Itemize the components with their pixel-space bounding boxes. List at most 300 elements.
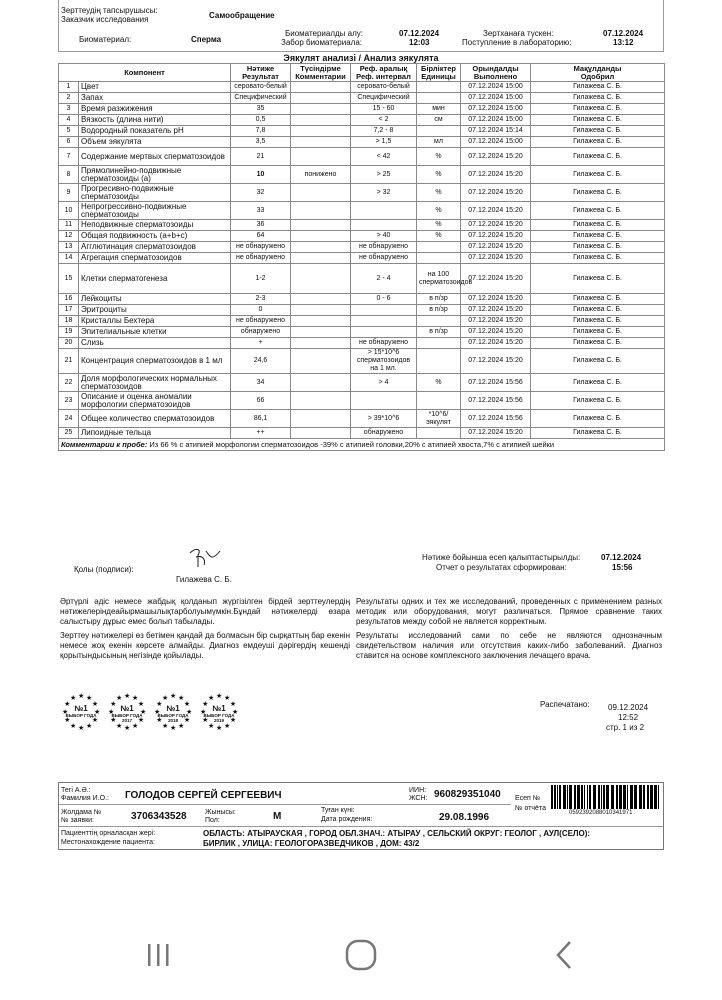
- star-icon: ★: [178, 695, 185, 703]
- row-component: Неподвижные сперматозоиды: [79, 220, 231, 231]
- row-component: Непрогрессивно-подвижные сперматозоиды: [79, 202, 231, 220]
- table-row: [59, 316, 665, 327]
- row-comment: [291, 294, 351, 305]
- row-component: Эритроциты: [79, 305, 231, 316]
- row-result: 10: [231, 166, 291, 184]
- row-component: Слизь: [79, 338, 231, 349]
- row-ref: 7,2 - 8: [351, 126, 417, 137]
- row-approved-by: Гилажева С. Б.: [531, 166, 665, 184]
- row-result: Специфический: [231, 93, 291, 104]
- row-approved-by: Гилажева С. Б.: [531, 349, 665, 374]
- table-row: [59, 166, 665, 184]
- row-component: Объем эякулята: [79, 137, 231, 148]
- star-icon: ★: [229, 701, 237, 708]
- table-row: [59, 294, 665, 305]
- star-icon: ★: [137, 701, 145, 708]
- table-row: [59, 253, 665, 264]
- row-comment: [291, 82, 351, 93]
- row-component: Водородный показатель pH: [79, 126, 231, 137]
- row-component: Агрегация сперматозоидов: [79, 253, 231, 264]
- signature-name: Гилажева С. Б.: [176, 575, 232, 584]
- collection-time: 12:03: [409, 38, 430, 47]
- row-number: 14: [59, 253, 79, 264]
- address-line-1: ОБЛАСТЬ: АТЫРАУСКАЯ , ГОРОД ОБЛ.ЗНАЧ.: АТЫРАУ , СЕЛЬСКИЙ ОКРУГ: ГЕОЛОГ , АУЛ(СЕЛО):: [203, 829, 591, 838]
- row-result: +: [231, 338, 291, 349]
- row-done: 07.12.2024 15:20: [461, 202, 531, 220]
- row-unit: [417, 253, 461, 264]
- row-approved-by: Гилажева С. Б.: [531, 294, 665, 305]
- customer-value: Самообращение: [209, 11, 275, 20]
- row-comment: [291, 327, 351, 338]
- back-icon[interactable]: [550, 938, 580, 972]
- row-number: 6: [59, 137, 79, 148]
- row-comment: [291, 137, 351, 148]
- star-icon: ★: [202, 717, 209, 724]
- col-component: Компонент: [59, 64, 231, 82]
- row-result: 33: [231, 202, 291, 220]
- row-comment: [291, 349, 351, 374]
- star-icon: ★: [116, 695, 123, 703]
- row-approved-by: Гилажева С. Б.: [531, 374, 665, 392]
- badge-number: №1: [166, 704, 180, 713]
- sex-label-ru: Пол:: [205, 817, 220, 824]
- row-ref: > 32: [351, 184, 417, 202]
- row-comment: [291, 220, 351, 231]
- row-result: 66: [231, 392, 291, 410]
- star-icon: ★: [178, 722, 185, 730]
- star-icon: ★: [64, 701, 71, 708]
- star-icon: ★: [110, 701, 117, 708]
- star-icon: ★: [170, 693, 177, 700]
- star-icon: ★: [208, 695, 215, 703]
- iin-label-ru: ЖСН:: [409, 795, 428, 802]
- col-done: Орындалды Выполнено: [461, 64, 531, 82]
- badge-number: №1: [120, 704, 134, 713]
- row-ref: < 42: [351, 148, 417, 166]
- row-number: 21: [59, 349, 79, 374]
- row-done: 07.12.2024 15:56: [461, 392, 531, 410]
- row-unit: [417, 392, 461, 410]
- row-ref: обнаружено: [351, 428, 417, 439]
- star-icon: ★: [229, 717, 237, 724]
- row-number: 17: [59, 305, 79, 316]
- row-done: 07.12.2024 15:00: [461, 93, 531, 104]
- arrival-label-ru: Поступление в лабораторию:: [462, 38, 572, 47]
- row-done: 07.12.2024 15:00: [461, 115, 531, 126]
- row-comment: [291, 184, 351, 202]
- row-component: Агглютинация сперматозоидов: [79, 242, 231, 253]
- star-icon: ★: [91, 701, 99, 708]
- row-number: 5: [59, 126, 79, 137]
- home-icon[interactable]: [344, 938, 378, 972]
- row-done: 07.12.2024 15:00: [461, 82, 531, 93]
- row-number: 25: [59, 428, 79, 439]
- barcode-number: 0592392088010341971: [569, 810, 633, 816]
- order-label-kz: Жолдама №: [61, 809, 102, 816]
- star-icon: ★: [162, 722, 169, 730]
- collection-label-ru: Забор биоматериала:: [281, 38, 362, 47]
- table-header-row: [59, 64, 665, 82]
- table-row: [59, 264, 665, 294]
- arrival-date: 07.12.2024: [603, 29, 644, 38]
- badge-text: ВЫБОР ГОДА 2017: [111, 713, 143, 723]
- comment-label: Комментарии к пробе:: [61, 439, 148, 449]
- row-number: 11: [59, 220, 79, 231]
- row-done: 07.12.2024 15:20: [461, 242, 531, 253]
- award-badge: [154, 693, 192, 731]
- row-comment: [291, 231, 351, 242]
- collection-label-kz: Биоматериалды алу:: [285, 29, 363, 38]
- table-title: Эякулят анализі / Анализ эякулята: [283, 53, 439, 63]
- badge-number: №1: [74, 704, 88, 713]
- row-component: Лейкоциты: [79, 294, 231, 305]
- row-component: Концентрация сперматозоидов в 1 мл: [79, 349, 231, 374]
- badge-text: ВЫБОР ГОДА: [65, 713, 97, 718]
- biomaterial-label: Биоматериал:: [79, 35, 132, 44]
- row-approved-by: Гилажева С. Б.: [531, 338, 665, 349]
- disclaimer-kz-1: Әртүрлі әдіс немесе жабдық қолданып жүргізілген бірдей зерттеулердің нәтижелеріндеайырмашылықтарболуымүмкін.Бұндай нәтижелерді өзара салыстыру дұрыс емес болып табылады.: [60, 597, 350, 626]
- badge-number: №1: [212, 704, 226, 713]
- row-approved-by: Гилажева С. Б.: [531, 184, 665, 202]
- row-approved-by: Гилажева С. Б.: [531, 242, 665, 253]
- row-unit: %: [417, 231, 461, 242]
- row-number: 3: [59, 104, 79, 115]
- row-component: Доля морфологических нормальных сперматозоидов: [79, 374, 231, 392]
- iin-label-kz: ИИН:: [409, 787, 427, 794]
- star-icon: ★: [124, 693, 131, 700]
- star-icon: ★: [78, 693, 85, 700]
- row-unit: [417, 82, 461, 93]
- row-ref: [351, 202, 417, 220]
- row-component: Общая подвижность (a+b+c): [79, 231, 231, 242]
- row-result: 7,8: [231, 126, 291, 137]
- row-unit: %: [417, 202, 461, 220]
- row-ref: [351, 220, 417, 231]
- row-ref: > 4: [351, 374, 417, 392]
- row-ref: > 40: [351, 231, 417, 242]
- row-result: обнаружено: [231, 327, 291, 338]
- col-approved: Мақұлданды Одобрил: [531, 64, 665, 82]
- row-comment: [291, 104, 351, 115]
- report-label-ru: № отчёта: [515, 805, 546, 812]
- star-icon: ★: [70, 695, 77, 703]
- row-unit: *10^6/эякулят: [417, 410, 461, 428]
- row-approved-by: Гилажева С. Б.: [531, 428, 665, 439]
- star-icon: ★: [78, 725, 85, 732]
- row-unit: [417, 242, 461, 253]
- badge-text: ВЫБОР ГОДА 2018: [157, 713, 189, 723]
- table-row: [59, 115, 665, 126]
- row-comment: понижено: [291, 166, 351, 184]
- row-done: 07.12.2024 15:14: [461, 126, 531, 137]
- row-done: 07.12.2024 15:20: [461, 253, 531, 264]
- address-label-ru: Местонахождение пациента:: [61, 839, 155, 846]
- star-icon: ★: [200, 709, 207, 716]
- row-component: Клетки сперматогенеза: [79, 264, 231, 294]
- report-label-kz: Есеп №: [515, 795, 541, 802]
- row-approved-by: Гилажева С. Б.: [531, 264, 665, 294]
- table-row: [59, 231, 665, 242]
- formed-label-ru: Отчет о результатах сформирован:: [436, 563, 567, 572]
- row-unit: мин: [417, 104, 461, 115]
- row-component: Липоидные тельца: [79, 428, 231, 439]
- row-component: Содержание мертвых сперматозоидов: [79, 148, 231, 166]
- row-approved-by: Гилажева С. Б.: [531, 93, 665, 104]
- row-approved-by: Гилажева С. Б.: [531, 253, 665, 264]
- row-ref: Специфический: [351, 93, 417, 104]
- row-comment: [291, 115, 351, 126]
- row-number: 13: [59, 242, 79, 253]
- row-done: 07.12.2024 15:20: [461, 428, 531, 439]
- row-done: 07.12.2024 15:20: [461, 220, 531, 231]
- row-component: Общее количество сперматозоидов: [79, 410, 231, 428]
- table-row: [59, 82, 665, 93]
- star-icon: ★: [232, 709, 239, 716]
- table-row: [59, 220, 665, 231]
- row-number: 18: [59, 316, 79, 327]
- row-approved-by: Гилажева С. Б.: [531, 82, 665, 93]
- table-row: [59, 410, 665, 428]
- col-result: Нәтиже Результат: [231, 64, 291, 82]
- table-row: [59, 349, 665, 374]
- barcode: [551, 785, 661, 809]
- row-component: Кристаллы Бехтера: [79, 316, 231, 327]
- row-ref: 2 - 4: [351, 264, 417, 294]
- row-number: 24: [59, 410, 79, 428]
- star-icon: ★: [137, 717, 145, 724]
- row-number: 8: [59, 166, 79, 184]
- star-icon: ★: [86, 695, 93, 703]
- row-comment: [291, 428, 351, 439]
- row-unit: [417, 93, 461, 104]
- row-comment: [291, 253, 351, 264]
- row-comment: [291, 392, 351, 410]
- row-done: 07.12.2024 15:00: [461, 104, 531, 115]
- row-done: 07.12.2024 15:56: [461, 410, 531, 428]
- star-icon: ★: [216, 725, 223, 732]
- col-ref: Реф. аралық Реф. интервал: [351, 64, 417, 82]
- recent-apps-icon[interactable]: [144, 940, 174, 970]
- star-icon: ★: [224, 722, 231, 730]
- row-ref: [351, 305, 417, 316]
- row-number: 15: [59, 264, 79, 294]
- row-done: 07.12.2024 15:20: [461, 184, 531, 202]
- report-header: [58, 0, 664, 52]
- row-unit: [417, 338, 461, 349]
- row-approved-by: Гилажева С. Б.: [531, 202, 665, 220]
- row-component: Вязкость (длина нити): [79, 115, 231, 126]
- row-result: 21: [231, 148, 291, 166]
- disclaimer-ru-2: Результаты исследований сами по себе не являются однозначным свидетельством наличия или отсутствия каких-либо заболеваний. Диагноз ставится на основе комплексного заключения лечащего врача.: [356, 631, 662, 660]
- printed-time: 12:52: [618, 713, 639, 722]
- table-row: [59, 327, 665, 338]
- row-ref: > 39*10^6: [351, 410, 417, 428]
- row-unit: [417, 349, 461, 374]
- row-unit: [417, 428, 461, 439]
- star-icon: ★: [202, 701, 209, 708]
- row-ref: > 1,5: [351, 137, 417, 148]
- row-approved-by: Гилажева С. Б.: [531, 126, 665, 137]
- row-result: 24,6: [231, 349, 291, 374]
- row-number: 9: [59, 184, 79, 202]
- table-row: [59, 148, 665, 166]
- table-row: [59, 428, 665, 439]
- row-comment: [291, 148, 351, 166]
- star-icon: ★: [154, 709, 161, 716]
- row-done: 07.12.2024 15:56: [461, 374, 531, 392]
- star-icon: ★: [156, 701, 163, 708]
- row-component: Запах: [79, 93, 231, 104]
- system-navigation-bar: [0, 930, 722, 982]
- row-number: 1: [59, 82, 79, 93]
- row-comment: [291, 264, 351, 294]
- row-done: 07.12.2024 15:20: [461, 294, 531, 305]
- star-icon: ★: [183, 701, 191, 708]
- patient-sex: М: [273, 811, 282, 822]
- table-row: [59, 338, 665, 349]
- row-result: 2-3: [231, 294, 291, 305]
- row-unit: [417, 316, 461, 327]
- row-component: Прогресивно-подвижные сперматозоиды: [79, 184, 231, 202]
- comment-row: [59, 439, 665, 451]
- row-ref: серовато-белый: [351, 82, 417, 93]
- row-result: 34: [231, 374, 291, 392]
- row-approved-by: Гилажева С. Б.: [531, 316, 665, 327]
- row-done: 07.12.2024 15:20: [461, 166, 531, 184]
- birth-label-ru: Дата рождения:: [321, 816, 373, 823]
- star-icon: ★: [70, 722, 77, 730]
- row-component: Цвет: [79, 82, 231, 93]
- star-icon: ★: [216, 693, 223, 700]
- row-unit: %: [417, 148, 461, 166]
- star-icon: ★: [64, 717, 71, 724]
- row-result: 32: [231, 184, 291, 202]
- col-comment: Түсіндірме Комментарии: [291, 64, 351, 82]
- row-component: Прямолинейно-подвижные сперматозоиды (a): [79, 166, 231, 184]
- star-icon: ★: [156, 717, 163, 724]
- row-number: 2: [59, 93, 79, 104]
- row-result: не обнаружено: [231, 316, 291, 327]
- star-icon: ★: [132, 695, 139, 703]
- row-comment: [291, 202, 351, 220]
- badge-text: ВЫБОР ГОДА 2019: [203, 713, 235, 723]
- row-approved-by: Гилажева С. Б.: [531, 115, 665, 126]
- table-row: [59, 374, 665, 392]
- row-ref: [351, 392, 417, 410]
- address-line-2: БИРЛИК , УЛИЦА: ГЕОЛОГОРАЗВЕДЧИКОВ , ДОМ: 43/2: [203, 839, 420, 848]
- row-approved-by: Гилажева С. Б.: [531, 137, 665, 148]
- arrival-time: 13:12: [613, 38, 634, 47]
- row-ref: не обнаружено: [351, 338, 417, 349]
- comment-text: Из 66 % с атипией морфологии сперматозоидов -39% с атипией головки,20% с атипией хвоста,7% с атипией шейки: [149, 439, 555, 449]
- row-unit: в п/зр: [417, 294, 461, 305]
- row-ref: > 25: [351, 166, 417, 184]
- row-comment: [291, 374, 351, 392]
- row-number: 7: [59, 148, 79, 166]
- row-unit: %: [417, 166, 461, 184]
- name-label-kz: Тегі А.Ә.:: [61, 787, 91, 794]
- patient-iin: 960829351040: [434, 789, 501, 800]
- row-number: 16: [59, 294, 79, 305]
- row-result: 3,5: [231, 137, 291, 148]
- row-done: 07.12.2024 15:20: [461, 349, 531, 374]
- row-result: серовато-белый: [231, 82, 291, 93]
- page-number: стр. 1 из 2: [606, 723, 645, 732]
- award-badge: [200, 693, 238, 731]
- row-number: 4: [59, 115, 79, 126]
- row-done: 07.12.2024 15:20: [461, 264, 531, 294]
- order-label-ru: № заявки:: [61, 817, 94, 824]
- row-comment: [291, 242, 351, 253]
- row-unit: мл: [417, 137, 461, 148]
- row-comment: [291, 126, 351, 137]
- lab-report: [58, 0, 664, 848]
- row-number: 19: [59, 327, 79, 338]
- birth-label-kz: Туған күні:: [321, 807, 355, 814]
- row-done: 07.12.2024 15:20: [461, 305, 531, 316]
- star-icon: ★: [108, 709, 115, 716]
- row-number: 10: [59, 202, 79, 220]
- star-icon: ★: [110, 717, 117, 724]
- star-icon: ★: [62, 709, 69, 716]
- row-number: 12: [59, 231, 79, 242]
- disclaimer-ru-1: Результаты одних и тех же исследований, проведенных с применением разных методик или оборудования, могут различаться. Прямое сравнение таких результатов между собой не является корректным.: [356, 597, 662, 626]
- row-result: ++: [231, 428, 291, 439]
- row-result: 1-2: [231, 264, 291, 294]
- row-approved-by: Гилажева С. Б.: [531, 410, 665, 428]
- row-approved-by: Гилажева С. Б.: [531, 104, 665, 115]
- row-component: Время разжижения: [79, 104, 231, 115]
- row-unit: %: [417, 374, 461, 392]
- row-unit: на 100 сперматозоидов: [417, 264, 461, 294]
- row-approved-by: Гилажева С. Б.: [531, 392, 665, 410]
- table-row: [59, 242, 665, 253]
- row-ref: не обнаружено: [351, 253, 417, 264]
- collection-date: 07.12.2024: [399, 29, 440, 38]
- signature-label: Қолы (подписи):: [74, 565, 134, 574]
- row-unit: в п/зр: [417, 305, 461, 316]
- star-icon: ★: [183, 717, 191, 724]
- customer-label-kz: Зерттеудің тапсырушысы:: [61, 6, 158, 15]
- row-done: 07.12.2024 15:20: [461, 338, 531, 349]
- biomaterial-value: Сперма: [191, 35, 222, 44]
- award-badge: [62, 693, 100, 731]
- col-unit: Бірліктер Единицы: [417, 64, 461, 82]
- row-ref: > 15*10^6 сперматозоидов на 1 мл.: [351, 349, 417, 374]
- table-row: [59, 184, 665, 202]
- star-icon: ★: [170, 725, 177, 732]
- row-approved-by: Гилажева С. Б.: [531, 148, 665, 166]
- order-number: 3706343528: [131, 811, 187, 822]
- row-unit: в п/зр: [417, 327, 461, 338]
- star-icon: ★: [116, 722, 123, 730]
- formed-date: 07.12.2024: [601, 553, 642, 562]
- row-comment: [291, 316, 351, 327]
- row-result: не обнаружено: [231, 242, 291, 253]
- signature-image: [186, 545, 222, 571]
- row-result: 64: [231, 231, 291, 242]
- row-unit: [417, 126, 461, 137]
- row-comment: [291, 338, 351, 349]
- row-unit: %: [417, 184, 461, 202]
- patient-name: ГОЛОДОВ СЕРГЕЙ СЕРГЕЕВИЧ: [125, 790, 282, 801]
- name-label-ru: Фамилия И.О.:: [61, 795, 109, 802]
- row-unit: %: [417, 220, 461, 231]
- row-result: 0: [231, 305, 291, 316]
- arrival-label-kz: Зертханаға түскен:: [483, 29, 554, 38]
- row-comment: [291, 93, 351, 104]
- row-result: 35: [231, 104, 291, 115]
